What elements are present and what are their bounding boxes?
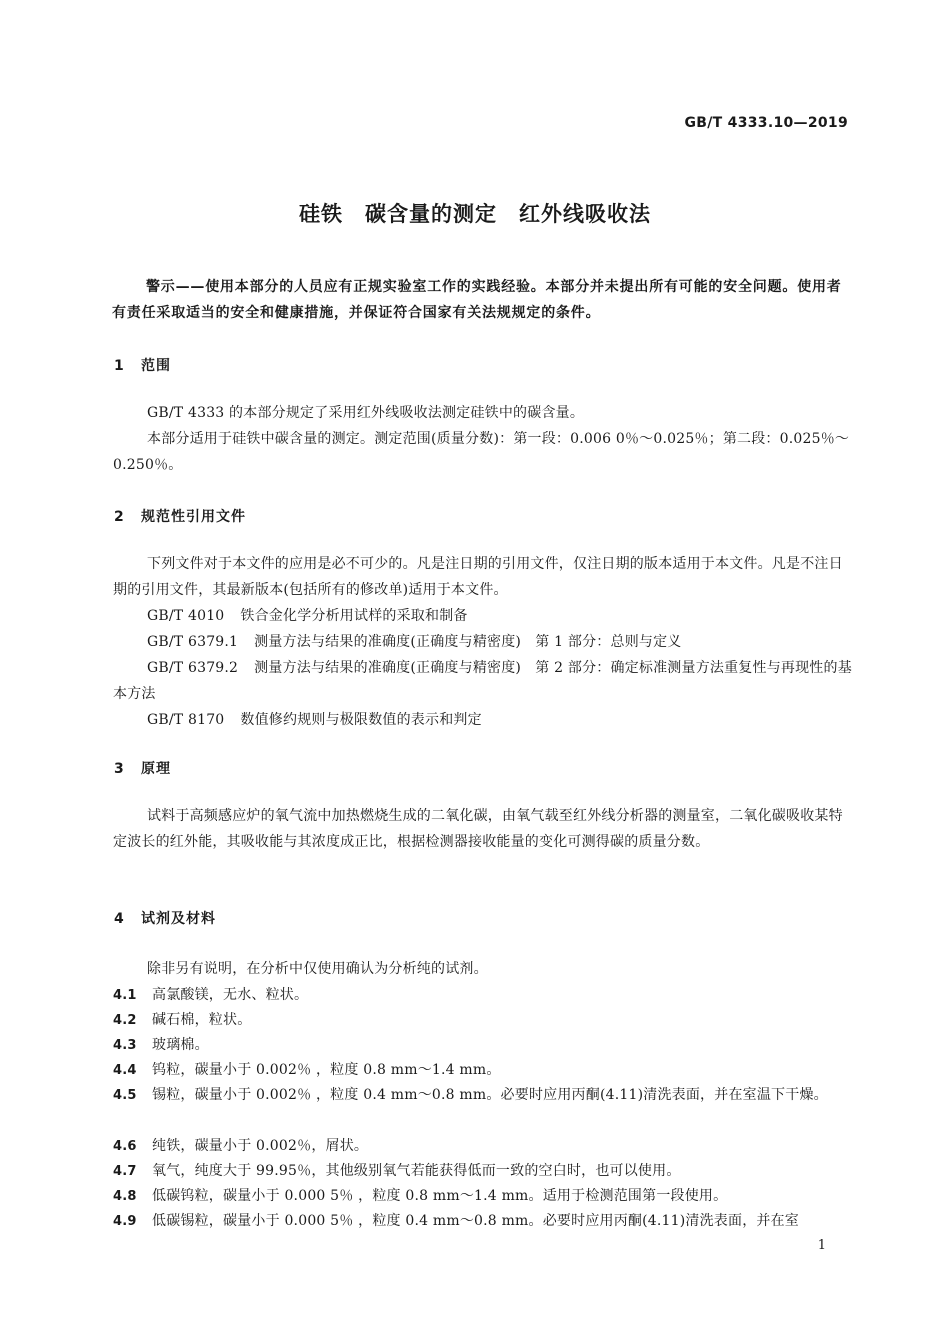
reagent-item — [113, 1007, 851, 1034]
item-number: 4.4 — [113, 1063, 137, 1078]
section-number: 2 — [114, 509, 125, 525]
scope-paragraph: 本部分适用于硅铁中碳含量的测定。测定范围(质量分数)：第一段：0.006 0％～0.025％；第二段：0.025％～0.250％。 — [113, 431, 850, 473]
document-title: 硅铁 碳含量的测定 红外线吸收法 — [299, 202, 651, 226]
reference-title: 测量方法与结果的准确度(正确度与精密度) 第 1 部分：总则与定义 — [254, 634, 682, 650]
reagent-item — [113, 1208, 851, 1235]
reagent-item — [113, 1032, 851, 1059]
reagent-item — [113, 1057, 851, 1084]
reference-code: GB/T 8170 — [147, 712, 225, 728]
item-number: 4.5 — [113, 1088, 137, 1103]
reagent-item — [113, 982, 851, 1009]
item-text: 玻璃棉。 — [152, 1037, 209, 1053]
item-number: 4.1 — [113, 988, 137, 1003]
section-title: 原理 — [141, 761, 171, 777]
item-text: 钨粒，碳量小于 0.002％ ，粒度 0.8 mm～1.4 mm。 — [152, 1062, 501, 1078]
page-number: 1 — [817, 1238, 826, 1253]
item-number: 4.8 — [113, 1189, 137, 1204]
section-heading-principle — [114, 758, 171, 778]
scope-paragraph: GB/T 4333 的本部分规定了采用红外线吸收法测定硅铁中的碳含量。 — [147, 405, 585, 421]
reagent-item — [113, 1183, 851, 1210]
item-text: 低碳锡粒，碳量小于 0.000 5％ ，粒度 0.4 mm～0.8 mm。必要时应用丙酮(4.11)清洗表面，并在室 — [152, 1213, 800, 1229]
reagent-item — [113, 1082, 851, 1109]
safety-warning: 警示——使用本部分的人员应有正规实验室工作的实践经验。本部分并未提出所有可能的安全问题。使用者有责任采取适当的安全和健康措施，并保证符合国家有关法规规定的条件。 — [112, 279, 842, 321]
item-text: 高氯酸镁，无水、粒状。 — [152, 987, 309, 1003]
reference-entry — [147, 603, 852, 629]
reference-code: GB/T 4010 — [147, 608, 225, 624]
item-text: 氧气，纯度大于 99.95％，其他级别氧气若能获得低而一致的空白时，也可以使用。 — [152, 1163, 681, 1179]
section-title: 规范性引用文件 — [141, 509, 246, 525]
reagents-intro: 除非另有说明，在分析中仅使用确认为分析纯的试剂。 — [147, 961, 488, 977]
reference-entry — [147, 707, 852, 733]
reference-title: 铁合金化学分析用试样的采取和制备 — [240, 608, 468, 624]
reference-title: 测量方法与结果的准确度(正确度与精密度) 第 2 部分：确定标准测量方法重复性与再现性的基本方法 — [113, 660, 852, 702]
item-text: 碱石棉，粒状。 — [152, 1012, 252, 1028]
section-number: 1 — [114, 358, 125, 374]
section-heading-reagents — [114, 908, 216, 928]
section-title: 范围 — [141, 358, 171, 374]
reagent-item — [113, 1158, 851, 1185]
item-number: 4.2 — [113, 1013, 137, 1028]
standard-code: GB/T 4333.10—2019 — [684, 115, 848, 131]
reference-title: 数值修约规则与极限数值的表示和判定 — [240, 712, 482, 728]
section-title: 试剂及材料 — [141, 911, 216, 927]
item-text: 锡粒，碳量小于 0.002％ ，粒度 0.4 mm～0.8 mm。必要时应用丙酮(4.11)清洗表面，并在室温下干燥。 — [152, 1087, 828, 1103]
reference-code: GB/T 6379.1 — [147, 634, 239, 650]
item-text: 低碳钨粒，碳量小于 0.000 5％ ，粒度 0.8 mm～1.4 mm。适用于检测范围第一段使用。 — [152, 1188, 728, 1204]
item-number: 4.7 — [113, 1164, 137, 1179]
reagent-item — [113, 1133, 851, 1160]
section-number: 3 — [114, 761, 125, 777]
item-number: 4.9 — [113, 1214, 137, 1229]
reference-entry — [147, 629, 852, 655]
normative-refs-intro: 下列文件对于本文件的应用是必不可少的。凡是注日期的引用文件，仅注日期的版本适用于本文件。凡是不注日期的引用文件，其最新版本(包括所有的修改单)适用于本文件。 — [113, 556, 843, 598]
item-number: 4.6 — [113, 1139, 137, 1154]
reference-code: GB/T 6379.2 — [147, 660, 239, 676]
section-number: 4 — [114, 911, 125, 927]
reference-entry — [113, 655, 853, 707]
section-heading-scope — [114, 355, 171, 375]
item-number: 4.3 — [113, 1038, 137, 1053]
section-heading-normative-refs — [114, 506, 246, 526]
item-text: 纯铁，碳量小于 0.002％，屑状。 — [152, 1138, 369, 1154]
principle-paragraph: 试料于高频感应炉的氧气流中加热燃烧生成的二氧化碳，由氧气载至红外线分析器的测量室，二氧化碳吸收某特定波长的红外能，其吸收能与其浓度成正比，根据检测器接收能量的变化可测得碳的质量分数。 — [113, 808, 843, 850]
